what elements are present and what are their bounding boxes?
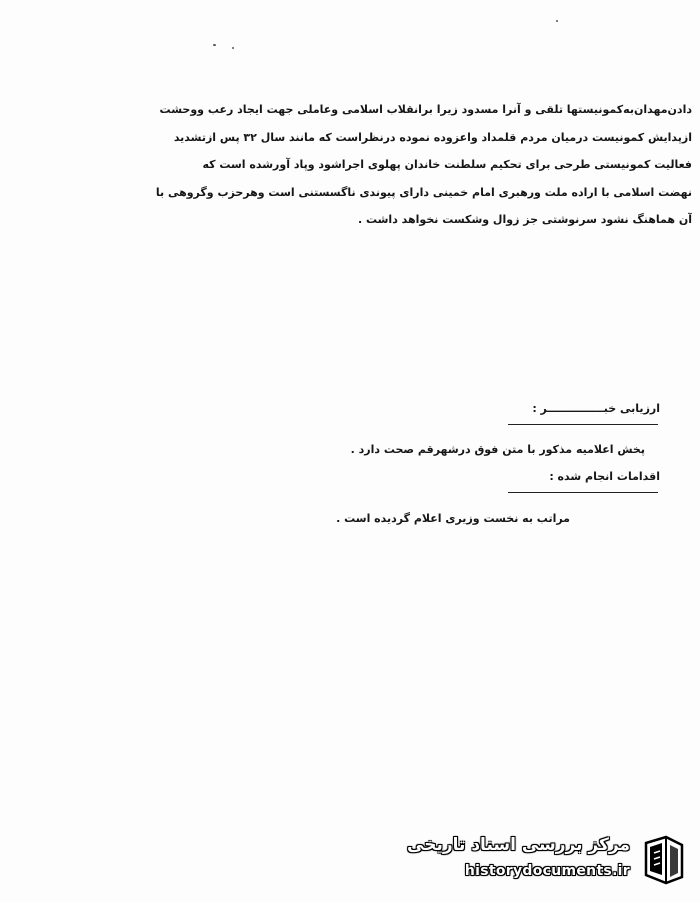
body-line: آن هماهنگ نشود سرنوشتی جز زوال وشکست نخواهد داشت .	[357, 213, 692, 226]
assessment-heading: ارزیابی خبـــــــــــــــر :	[532, 402, 660, 415]
scan-speck	[232, 47, 234, 49]
actions-heading: اقدامات انجام شده :	[549, 470, 660, 483]
watermark-title: مرکز بررسی اسناد تاریخی	[407, 835, 630, 855]
book-logo-icon	[642, 835, 686, 885]
body-line: نهضت اسلامی با اراده ملت ورهبری امام خمینی دارای پیوندی ناگسستنی است وهرحزب وگروهی با	[155, 185, 692, 199]
watermark-url: historydocuments.ir	[464, 863, 630, 879]
watermark	[396, 829, 686, 891]
body-line: فعالیت کمونیستی طرحی برای تحکیم سلطنت خاندان پهلوی اجراشود وپاد آورشده است که	[202, 158, 692, 171]
actions-heading-underline	[508, 492, 658, 493]
body-line: ازپدایش کمونیست درمیان مردم قلمداد واعزوده نموده درنظراست که مانند سال ۳۲ پس ازتشدید	[173, 130, 692, 144]
actions-text: مراتب به نخست وزیری اعلام گردیده است .	[336, 512, 570, 525]
assessment-text: پخش اعلامیه مذکور با متن فوق درشهرقم صحت دارد .	[350, 443, 645, 456]
scan-speck	[213, 44, 216, 46]
scan-speck	[556, 20, 558, 22]
assessment-heading-underline	[508, 424, 658, 425]
body-line: دادن‌مهدان‌به‌کمونیستها تلقی و آنرا مسدود زیرا برانقلاب اسلامی وعاملی جهت ایجاد رعب ووحشت	[159, 103, 692, 116]
document-body	[96, 96, 692, 234]
